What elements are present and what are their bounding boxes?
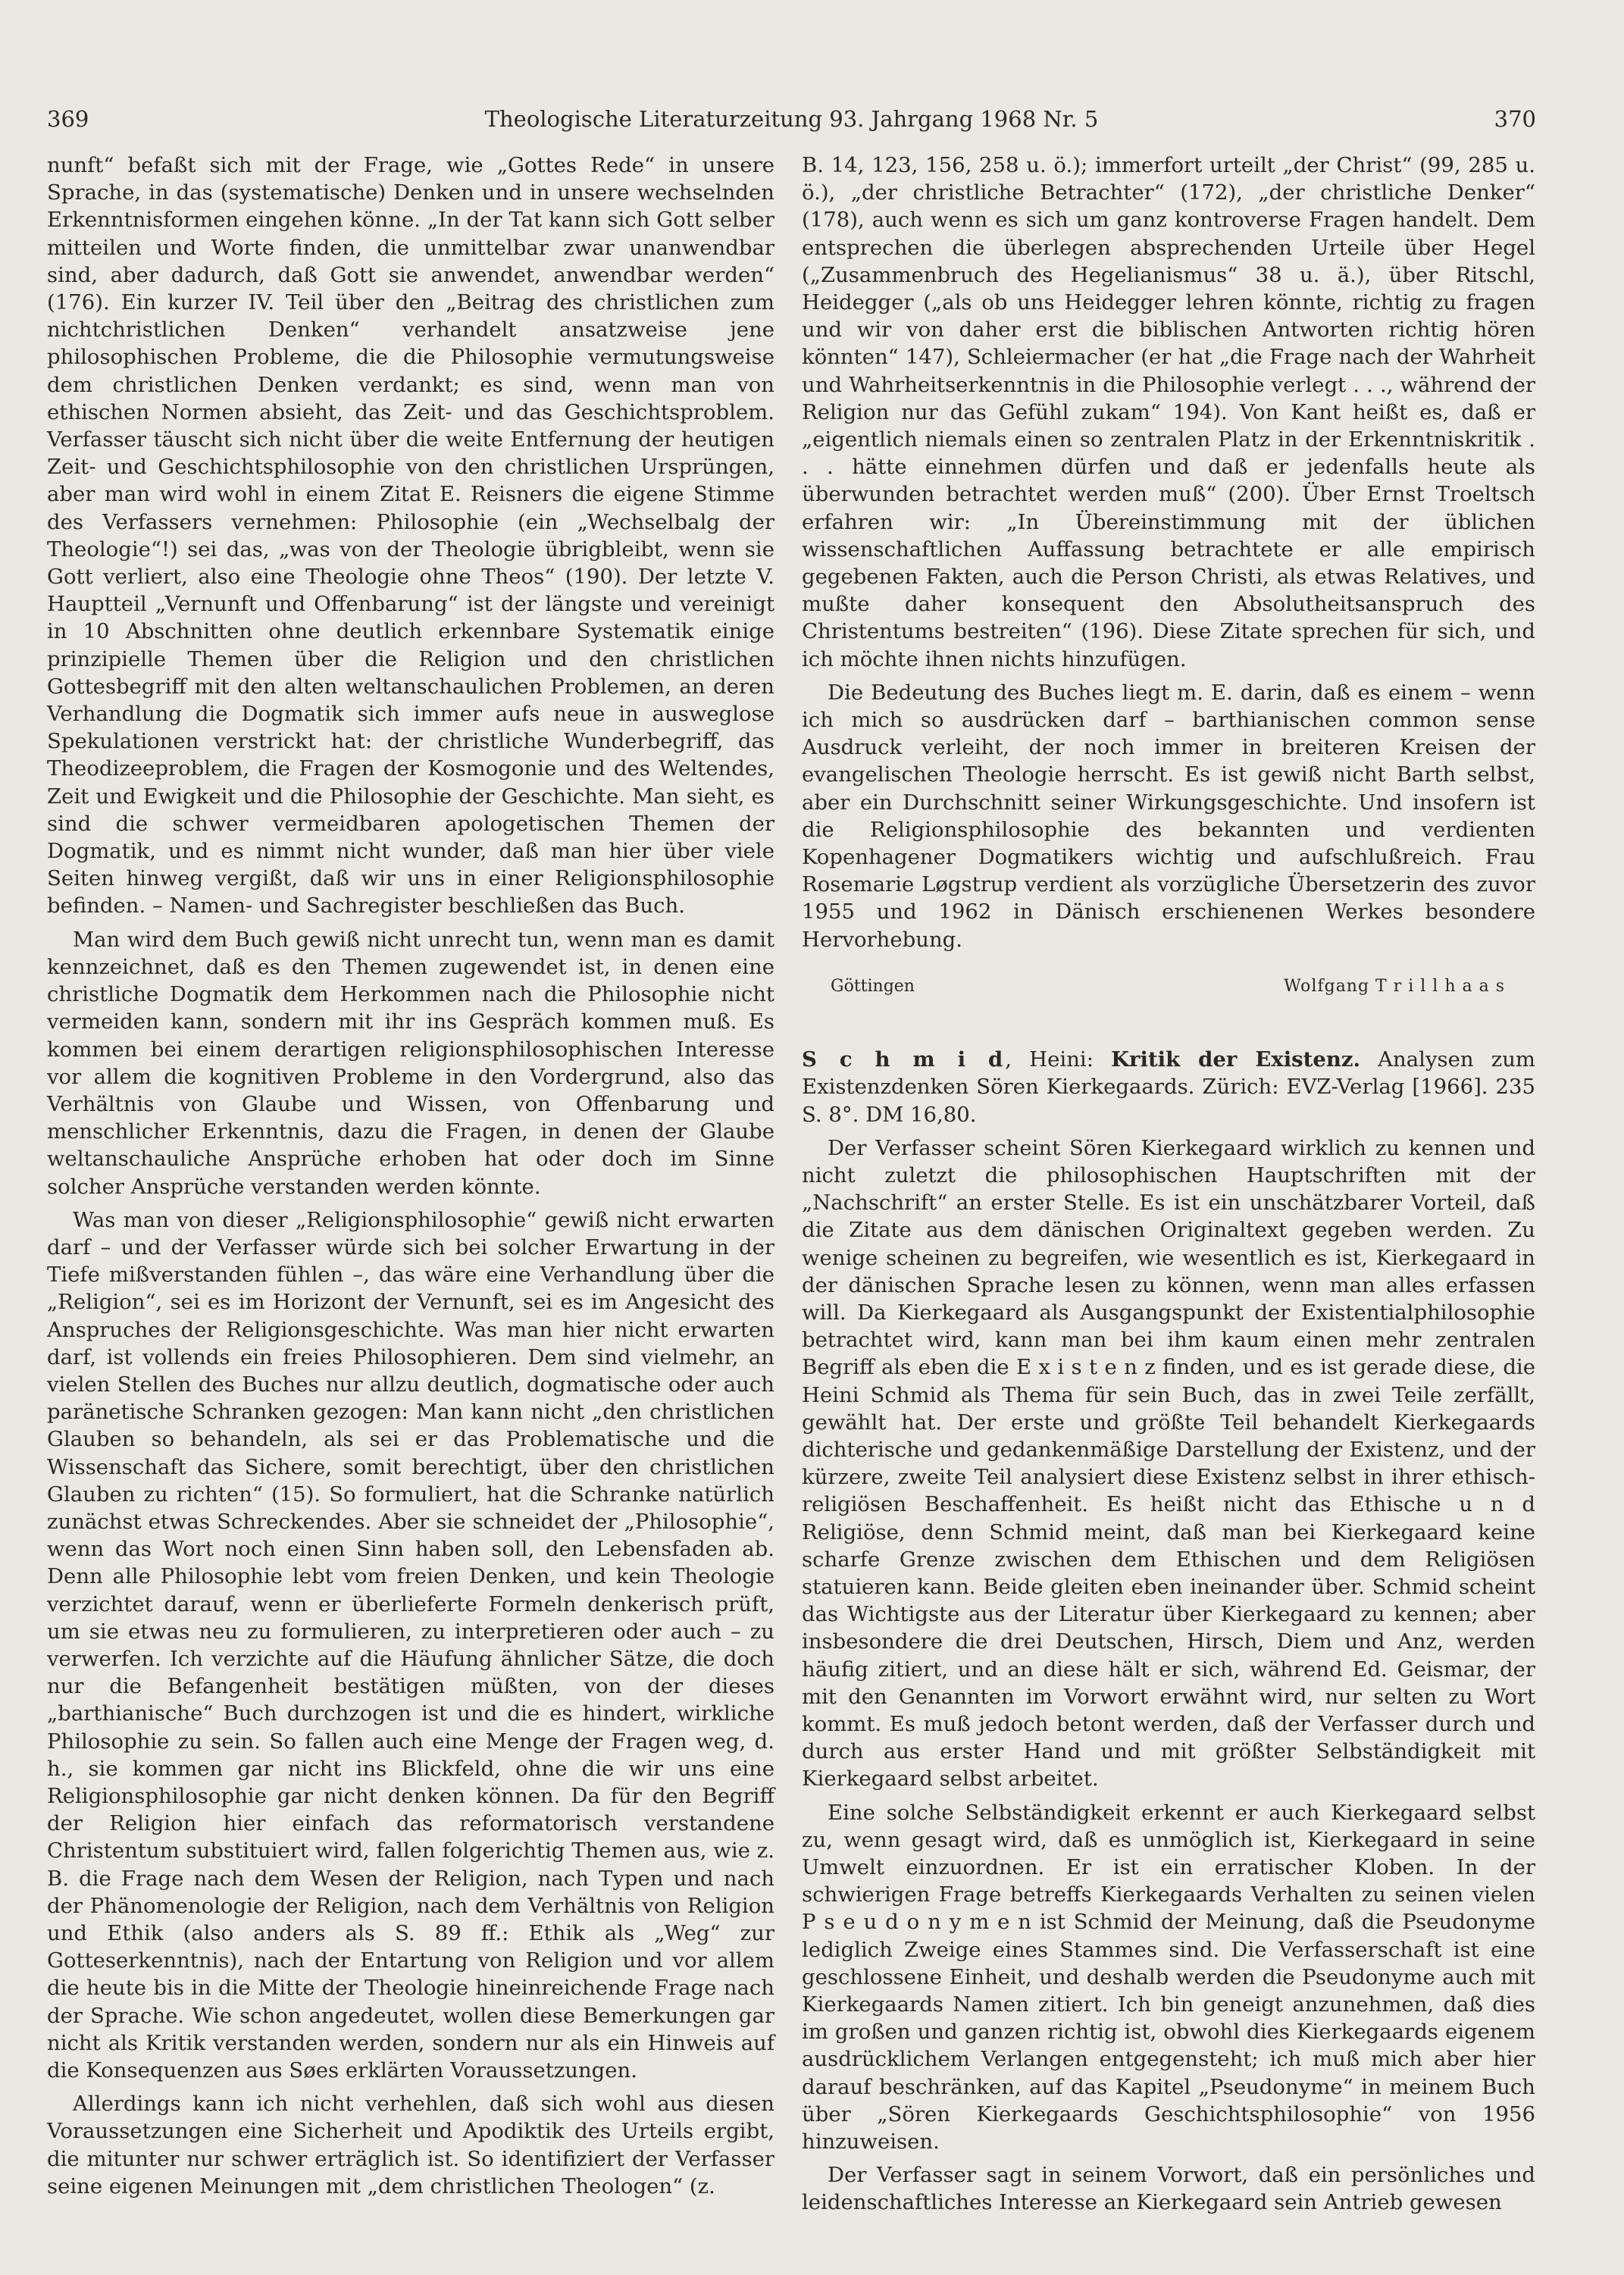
book-author-first: , Heini: (1005, 1047, 1094, 1072)
signature-name: Wolfgang T r i l l h a a s (1284, 976, 1505, 996)
running-header (47, 106, 1536, 136)
book-details: Analysen zum Existenzdenken Sören Kierkegaards. Zürich: EVZ-Verlag [1966]. 235 S. 8°. DM 16,80. (802, 1047, 1535, 1127)
book-title: Kritik der Existenz. (1111, 1047, 1361, 1072)
left-paragraph-1: nunft“ befaßt sich mit der Frage, wie „Gottes Rede“ in unsere Sprache, in das (systematische) Denken und in unsere wechselnden Erkenntnisformen eingehen könne. „In der Tat kann sich Gott selber mitteilen und Worte finden, die unmittelbar zwar unanwendbar sind, aber dadurch, daß Gott sie anwendet, anwendbar werden“ (176). Ein kurzer IV. Teil über den „Beitrag des christlichen zum nichtchristlichen Denken“ verhandelt ansatzweise jene philosophischen Probleme, die die Philosophie vermutungsweise dem christlichen Denken verdankt; es sind, wenn man von ethischen Normen absieht, das Zeit- und das Geschichtsproblem. Verfasser täuscht sich nicht über die weite Entfernung der heutigen Zeit- und Geschichtsphilosophie von den christlichen Ursprüngen, aber man wird wohl in einem Zitat E. Reisners die eigene Stimme des Verfassers vernehmen: Philosophie (ein „Wechselbalg der Theologie“!) sei das, „was von der Theologie übrigbleibt, wenn sie Gott verliert, also eine Theologie ohne Theos“ (190). Der letzte V. Hauptteil „Vernunft und Offenbarung“ ist der längste und vereinigt in 10 Abschnitten ohne deutlich erkennbare Systematik einige prinzipielle Themen über die Religion und den christlichen Gottesbegriff mit den alten weltanschaulichen Problemen, an deren Verhandlung die Dogmatik sich immer aufs neue in ausweglose Spekulationen verstrickt hat: der christliche Wunderbegriff, das Theodizeeproblem, die Fragen der Kosmogonie und des Weltendes, Zeit und Ewigkeit und die Philosophie der Geschichte. Man sieht, es sind die schwer vermeidbaren apologetischen Themen der Dogmatik, und es nimmt nicht wunder, daß man hier über viele Seiten hinweg vergißt, daß wir uns in einer Religionsphilosophie befinden. – Namen- und Sachregister beschließen das Buch. (47, 153, 774, 918)
book-author: S c h m i d (802, 1047, 1006, 1072)
right-paragraph-4: Eine solche Selbständigkeit erkennt er auch Kierkegaard selbst zu, wenn gesagt wird, daß es unmöglich ist, Kierkegaard in seine Umwelt einzuordnen. Er ist ein erratischer Kloben. In der schwierigen Frage betreffs Kierkegaards Verhalten zu seinen vielen P s e u d o n y m e n ist Schmid der Meinung, daß die Pseudonyme lediglich Zweige eines Stammes sind. Die Verfasserschaft ist eine geschlossene Einheit, und deshalb werden die Pseudonyme auch mit Kierkegaards Namen zitiert. Ich bin geneigt anzunehmen, daß dies im großen und ganzen richtig ist, obwohl dies Kierkegaards eigenem ausdrücklichem Verlangen entgegensteht; ich muß mich aber hier darauf beschränken, auf das Kapitel „Pseudonyme“ in meinem Buch über „Sören Kierkegaards Geschichtsphilosophie“ von 1956 hinzuweisen. (802, 1800, 1535, 2155)
signature-place: Göttingen (831, 976, 915, 996)
left-paragraph-2: Man wird dem Buch gewiß nicht unrecht tun, wenn man es damit kennzeichnet, daß es den Themen zugewendet ist, in denen eine christliche Dogmatik dem Herkommen nach die Philosophie nicht vermeiden kann, sondern mit ihr ins Gespräch kommen muß. Es kommen bei einem derartigen religionsphilosophischen Interesse vor allem die kognitiven Probleme in den Vordergrund, also das Verhältnis von Glaube und Wissen, von Offenbarung und menschlicher Erkenntnis, dazu die Fragen, in denen der Glaube weltanschauliche Ansprüche erhoben hat oder doch im Sinne solcher Ansprüche verstanden werden könnte. (47, 927, 774, 1199)
right-paragraph-2: Die Bedeutung des Buches liegt m. E. darin, daß es einem – wenn ich mich so ausdrücken darf – barthianischen common sense Ausdruck verleiht, der noch immer in breiteren Kreisen der evangelischen Theologie herrscht. Es ist gewiß nicht Barth selbst, aber ein Durchschnitt seiner Wirkungsgeschichte. Und insofern ist die Religionsphilosophie des bekannten und verdienten Kopenhagener Dogmatikers wichtig und aufschlußreich. Frau Rosemarie Løgstrup verdient als vorzügliche Übersetzerin des zuvor 1955 und 1962 in Dänisch erschienenen Werkes besondere Hervorhebung. (802, 680, 1535, 952)
journal-title: Theologische Literaturzeitung 93. Jahrgang 1968 Nr. 5 (484, 106, 1099, 132)
page-number-right: 370 (1494, 106, 1536, 132)
right-paragraph-3: Der Verfasser scheint Sören Kierkegaard wirklich zu kennen und nicht zuletzt die philosophischen Hauptschriften mit der „Nachschrift“ an erster Stelle. Es ist ein unschätzbarer Vorteil, daß die Zitate aus dem dänischen Originaltext gegeben werden. Zu wenige scheinen zu begreifen, wie wesentlich es ist, Kierkegaard in der dänischen Sprache lesen zu können, wenn man alles erfassen will. Da Kierkegaard als Ausgangspunkt der Existentialphilosophie betrachtet wird, kann man bei ihm kaum einen mehr zentralen Begriff als eben die E x i s t e n z finden, und es ist gerade diese, die Heini Schmid als Thema für sein Buch, das in zwei Teile zerfällt, gewählt hat. Der erste und größte Teil behandelt Kierkegaards dichterische und gedankenmäßige Darstellung der Existenz, und der kürzere, zweite Teil analysiert diese Existenz selbst in ihrer ethisch-religiösen Beschaffenheit. Es heißt nicht das Ethische u n d Religiöse, denn Schmid meint, daß man bei Kierkegaard keine scharfe Grenze zwischen dem Ethischen und dem Religiösen statuieren kann. Beide gleiten eben ineinander über. Schmid scheint das Wichtigste aus der Literatur über Kierkegaard zu kennen; aber insbesondere die drei Deutschen, Hirsch, Diem und Anz, werden häufig zitiert, und an diese hält er sich, während Ed. Geismar, der mit den Genannten im Vorwort erwähnt wird, nur selten zu Wort kommt. Es muß jedoch betont werden, daß der Verfasser durch und durch aus erster Hand und mit größter Selbständigkeit mit Kierkegaard selbst arbeitet. (802, 1135, 1535, 1792)
page-number-left: 369 (47, 106, 89, 132)
book-citation (802, 1046, 1535, 1128)
left-paragraph-3: Was man von dieser „Religionsphilosophie“ gewiß nicht erwarten darf – und der Verfasser würde sich bei solcher Erwartung in der Tiefe mißverstanden fühlen –, das wäre eine Verhandlung über die „Religion“, sei es im Horizont der Vernunft, sei es im Angesicht des Anspruches der Religionsgeschichte. Was man hier nicht erwarten darf, ist vollends ein freies Philosophieren. Dem sind vielmehr, an vielen Stellen des Buches nur allzu deutlich, dogmatische oder auch paränetische Schranken gezogen: Man kann nicht „den christlichen Glauben so behandeln, als sei er das Problematische und die Wissenschaft das Sichere, somit berechtigt, über den christlichen Glauben zu richten“ (15). So formuliert, hat die Schranke natürlich zunächst etwas Schreckendes. Aber sie schneidet der „Philosophie“, wenn das Wort noch einen Sinn haben soll, den Lebensfaden ab. Denn alle Philosophie lebt vom freien Denken, und kein Theologie verzichtet darauf, wenn er überlieferte Formeln denkerisch prüft, um sie etwas neu zu formulieren, zu interpretieren oder auch – zu verwerfen. Ich verzichte auf die Häufung ähnlicher Sätze, die doch nur die Befangenheit bestätigen müßten, von der dieses „barthianische“ Buch durchzogen ist und die es hindert, wirkliche Philosophie zu sein. So fallen auch eine Menge der Fragen weg, d. h., sie kommen gar nicht ins Blickfeld, ohne die wir uns eine Religionsphilosophie gar nicht denken können. Da für den Begriff der Religion hier einfach das reformatorisch verstandene Christentum substituiert wird, fallen folgerichtig Themen aus, wie z. B. die Frage nach dem Wesen der Religion, nach Typen und nach der Phänomenologie der Religion, nach dem Verhältnis von Religion und Ethik (also anders als S. 89 ff.: Ethik als „Weg“ zur Gotteserkenntnis), nach der Entartung von Religion und vor allem die heute bis in die Mitte der Theologie hineinreichende Frage nach der Sprache. Wie schon angedeutet, wollen diese Bemerkungen gar nicht als Kritik verstanden werden, sondern nur als ein Hinweis auf die Konsequenzen aus Søes erklärten Voraussetzungen. (47, 1207, 774, 2083)
right-paragraph-1: B. 14, 123, 156, 258 u. ö.); immerfort urteilt „der Christ“ (99, 285 u. ö.), „der christliche Betrachter“ (172), „der christliche Denker“ (178), auch wenn es sich um ganz kontroverse Fragen handelt. Dem entsprechen die überlegen absprechenden Urteile über Hegel („Zusammenbruch des Hegelianismus“ 38 u. ä.), über Ritschl, Heidegger („als ob uns Heidegger lehren könnte, richtig zu fragen und wir von daher erst die biblischen Antworten richtig hören könnten“ 147), Schleiermacher (er hat „die Frage nach der Wahrheit und Wahrheitserkenntnis in die Philosophie verlegt . . ., während der Religion nur das Gefühl zukam“ 194). Von Kant heißt es, daß er „eigentlich niemals einen so zentralen Platz in der Erkenntniskritik . . . hätte einnehmen dürfen und daß er jedenfalls heute als überwunden betrachtet werden muß“ (200). Über Ernst Troeltsch erfahren wir: „In Übereinstimmung mit der üblichen wissenschaftlichen Auffassung betrachtete er alle empirisch gegebenen Fakten, auch die Person Christi, als etwas Relatives, und mußte daher konsequent den Absolutheitsanspruch des Christentums bestreiten“ (196). Diese Zitate sprechen für sich, und ich möchte ihnen nichts hinzufügen. (802, 153, 1535, 671)
right-paragraph-5: Der Verfasser sagt in seinem Vorwort, daß ein persönliches und leidenschaftliches Interesse an Kierkegaard sein Antrieb gewesen (802, 2163, 1535, 2215)
left-column (47, 152, 774, 2206)
review-signature (802, 973, 1535, 1000)
left-paragraph-4: Allerdings kann ich nicht verhehlen, daß sich wohl aus diesen Voraussetzungen eine Sicherheit und Apodiktik des Urteils ergibt, die mitunter nur schwer erträglich ist. So identifiziert der Verfasser seine eigenen Meinungen mit „dem christlichen Theologen“ (z. (47, 2092, 774, 2198)
right-column (802, 152, 1535, 2223)
